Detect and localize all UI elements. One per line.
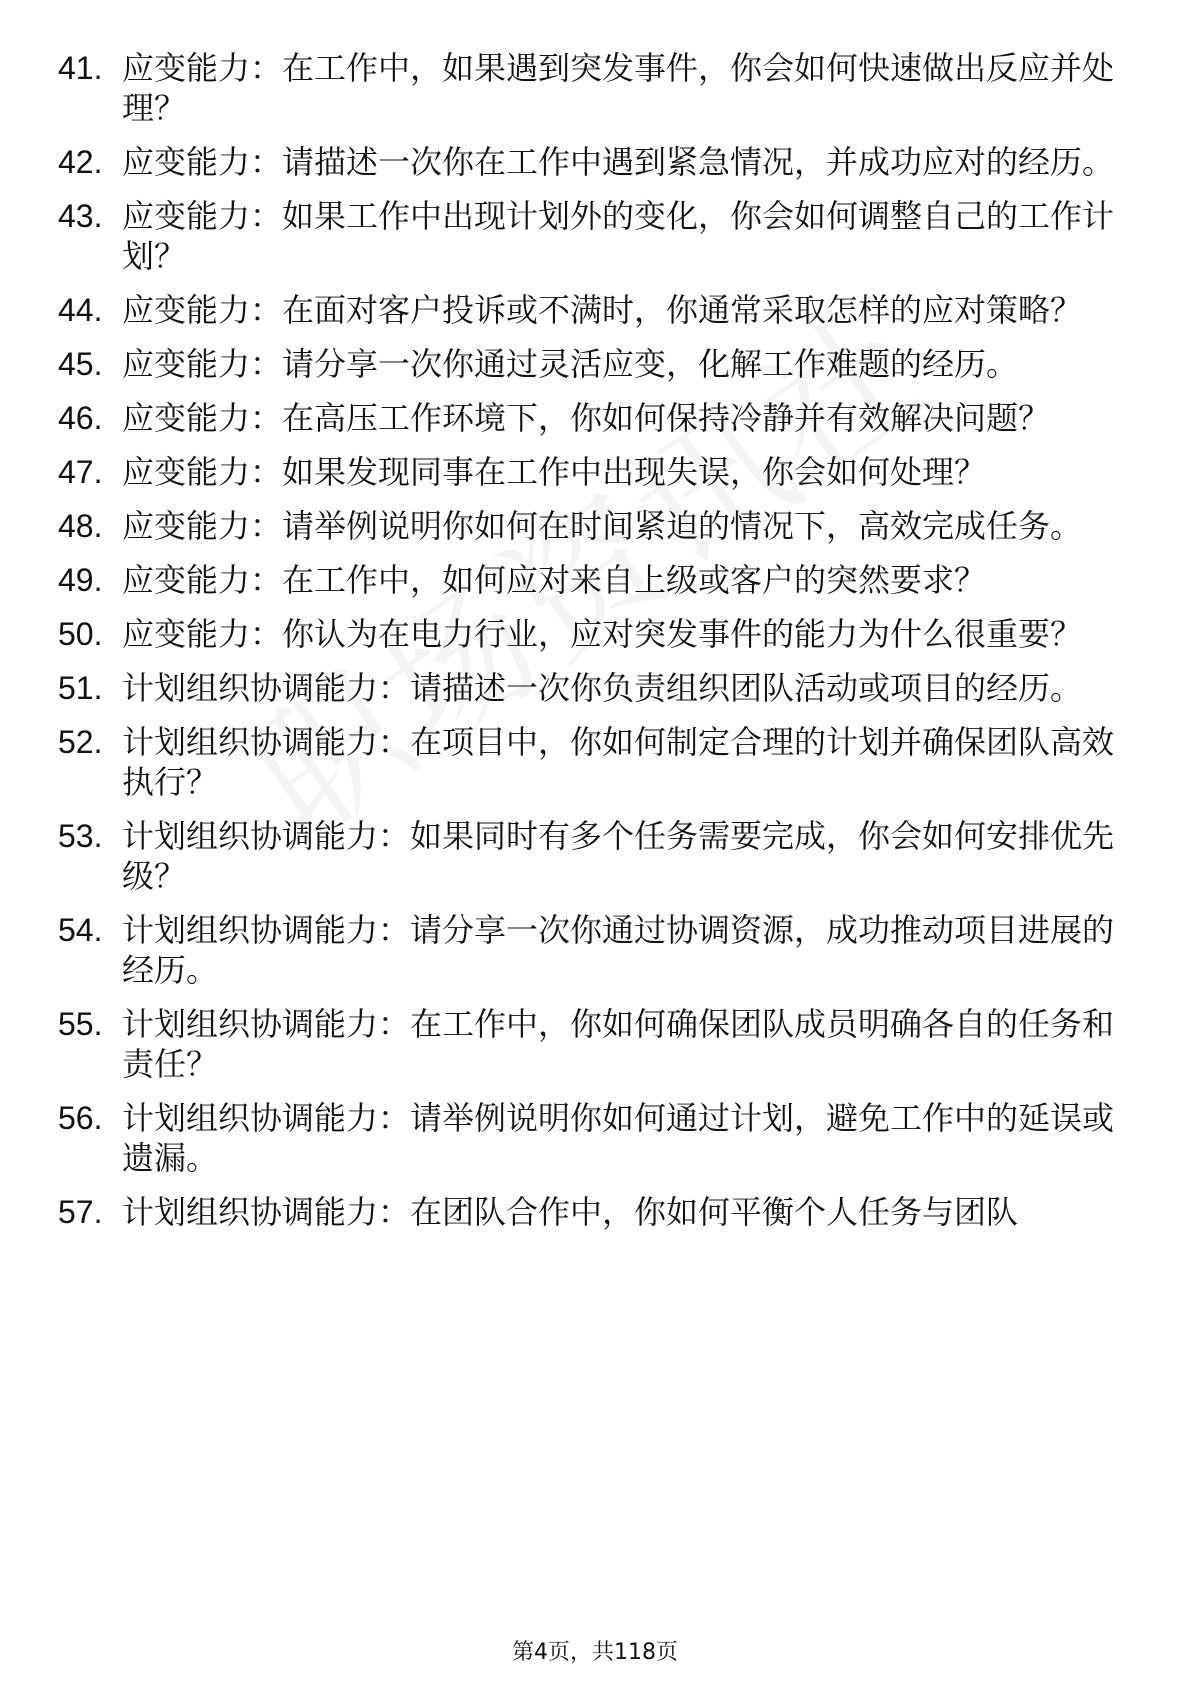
question-number: 49.: [58, 562, 103, 598]
question-number: 54.: [58, 912, 103, 948]
question-number: 41.: [58, 50, 103, 86]
question-item: [58, 1004, 1123, 1084]
question-number: 48.: [58, 508, 103, 544]
question-item: [58, 1098, 1123, 1178]
question-number: 57.: [58, 1194, 103, 1230]
page-footer: 第4页，共118页: [512, 1640, 678, 1665]
question-item: [58, 614, 1123, 654]
question-item: [58, 910, 1123, 990]
question-item: [58, 344, 1123, 384]
question-text: 应变能力：请举例说明你如何在时间紧迫的情况下，高效完成任务。: [122, 507, 1083, 545]
question-item: [58, 560, 1123, 600]
question-text: 计划组织协调能力：在工作中，你如何确保团队成员明确各自的任务和责任？: [122, 1005, 1115, 1083]
question-item: [58, 398, 1123, 438]
question-text: 应变能力：在高压工作环境下，你如何保持冷静并有效解决问题？: [122, 399, 1051, 437]
question-item: [58, 816, 1123, 896]
question-item: [58, 722, 1123, 802]
question-text: 计划组织协调能力：请分享一次你通过协调资源，成功推动项目进展的经历。: [122, 911, 1115, 989]
question-number: 56.: [58, 1100, 103, 1136]
question-text: 应变能力：如果工作中出现计划外的变化，你会如何调整自己的工作计划？: [122, 197, 1115, 275]
question-item: [58, 506, 1123, 546]
question-text: 应变能力：在面对客户投诉或不满时，你通常采取怎样的应对策略？: [122, 291, 1083, 329]
question-text: 计划组织协调能力：请描述一次你负责组织团队活动或项目的经历。: [122, 669, 1083, 707]
question-text: 应变能力：请分享一次你通过灵活应变，化解工作难题的经历。: [122, 345, 1019, 383]
question-text: 应变能力：在工作中，如何应对来自上级或客户的突然要求？: [122, 561, 987, 599]
question-item: [58, 142, 1123, 182]
question-item: [58, 196, 1123, 276]
question-item: [58, 290, 1123, 330]
question-number: 46.: [58, 400, 103, 436]
question-text: 计划组织协调能力：如果同时有多个任务需要完成，你会如何安排优先级？: [122, 817, 1115, 895]
question-text: 计划组织协调能力：在项目中，你如何制定合理的计划并确保团队高效执行？: [122, 723, 1115, 801]
question-number: 45.: [58, 346, 103, 382]
question-number: 47.: [58, 454, 103, 490]
question-item: [58, 452, 1123, 492]
question-number: 44.: [58, 292, 103, 328]
question-item: [58, 1192, 1123, 1232]
question-number: 55.: [58, 1006, 103, 1042]
question-text: 应变能力：你认为在电力行业，应对突发事件的能力为什么很重要？: [122, 615, 1083, 653]
question-number: 53.: [58, 818, 103, 854]
question-item: [58, 668, 1123, 708]
question-list: [0, 48, 1190, 1246]
question-number: 50.: [58, 616, 103, 652]
question-item: [58, 48, 1123, 128]
question-number: 43.: [58, 198, 103, 234]
question-number: 51.: [58, 670, 103, 706]
question-number: 42.: [58, 144, 103, 180]
question-text: 应变能力：如果发现同事在工作中出现失误，你会如何处理？: [122, 453, 987, 491]
question-number: 52.: [58, 724, 103, 760]
question-text: 应变能力：在工作中，如果遇到突发事件，你会如何快速做出反应并处理？: [122, 49, 1115, 127]
question-text: 计划组织协调能力：在团队合作中，你如何平衡个人任务与团队: [122, 1193, 1019, 1231]
question-text: 应变能力：请描述一次你在工作中遇到紧急情况，并成功应对的经历。: [122, 143, 1115, 181]
question-text: 计划组织协调能力：请举例说明你如何通过计划，避免工作中的延误或遗漏。: [122, 1099, 1115, 1177]
